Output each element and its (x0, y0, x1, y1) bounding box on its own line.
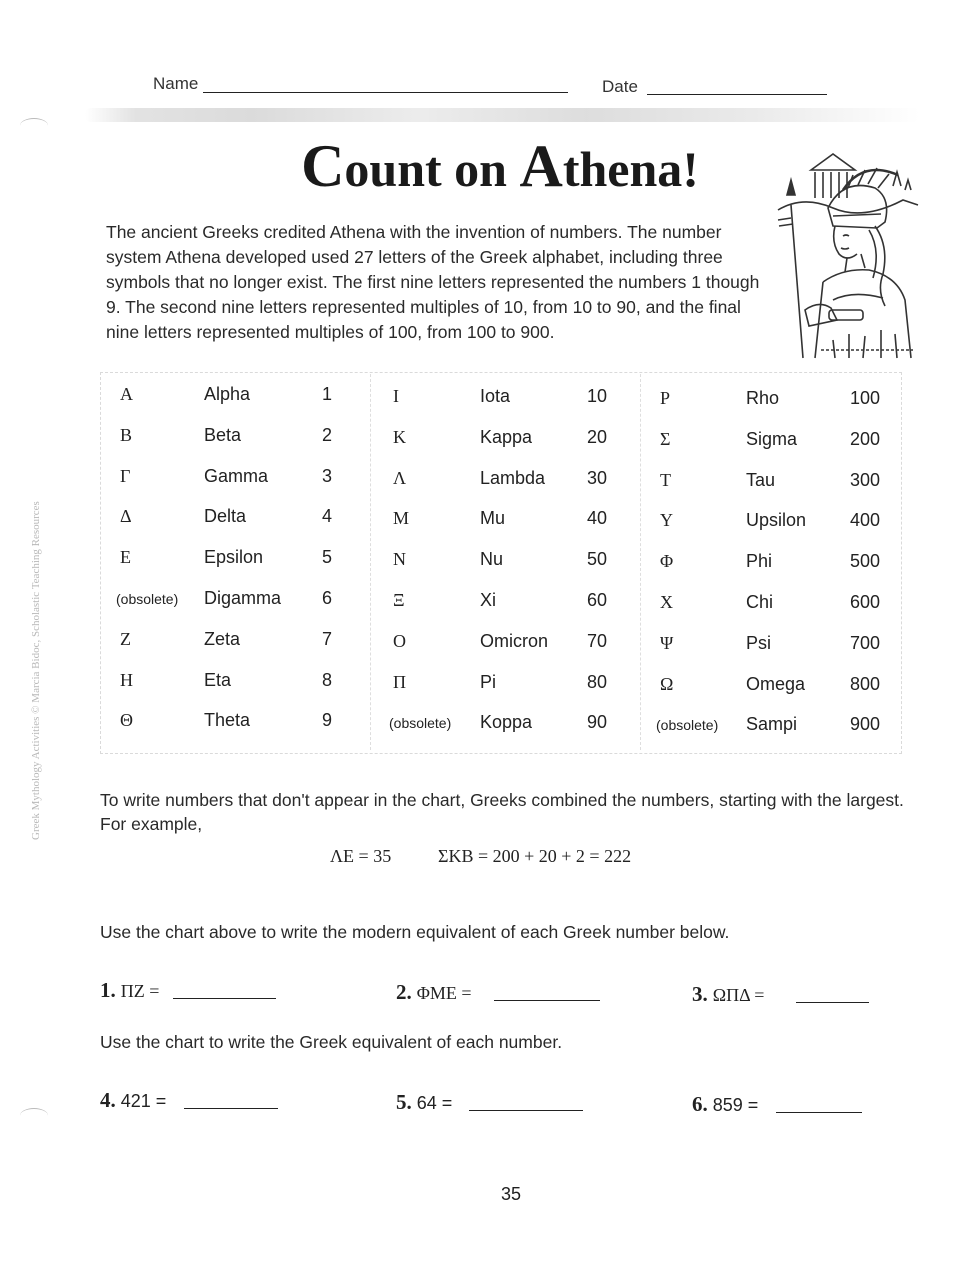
letter-value: 5 (322, 547, 333, 568)
letter-name: Eta (204, 669, 232, 690)
greek-letter: Θ (120, 710, 133, 731)
letter-name: Epsilon (204, 547, 264, 568)
chart-column-divider (370, 374, 371, 750)
letter-value: 80 (587, 671, 608, 692)
letter-value: 60 (587, 590, 608, 610)
letter-name: Lambda (480, 467, 546, 488)
answer-3-line[interactable] (796, 1002, 869, 1003)
greek-letter: Ε (120, 547, 131, 568)
letter-value: 700 (850, 632, 881, 653)
letter-name: Nu (480, 549, 504, 570)
letter-name: Digamma (204, 588, 282, 608)
letter-value: 1 (322, 384, 333, 404)
letter-name: Koppa (480, 712, 533, 733)
greek-letter: Φ (660, 551, 674, 572)
letter-name: Pi (480, 671, 497, 692)
letter-value: 2 (322, 424, 333, 445)
greek-letter: Δ (120, 506, 132, 527)
question-5: 5. 64 = (396, 1090, 453, 1114)
greek-letter: Τ (660, 469, 671, 490)
letter-value: 6 (322, 588, 333, 608)
letter-name: Kappa (480, 426, 533, 447)
greek-letter: Π (393, 671, 406, 692)
letter-value: 90 (587, 712, 608, 733)
letter-name: Gamma (204, 465, 269, 486)
example-2: ΣΚΒ = 200 + 20 + 2 = 222 (438, 846, 632, 866)
greek-letter: Ζ (120, 628, 131, 649)
greek-letter: (obsolete) (116, 591, 179, 607)
letter-value: 7 (322, 628, 333, 649)
greek-letter: Β (120, 424, 133, 445)
letter-name: Theta (204, 710, 251, 731)
letter-name: Rho (746, 388, 780, 408)
margin-mark-bottom (20, 1108, 48, 1123)
letter-value: 3 (322, 465, 333, 486)
greek-letter: Ψ (660, 632, 674, 653)
date-label: Date (602, 77, 638, 96)
letter-name: Omega (746, 673, 806, 694)
answer-6-line[interactable] (776, 1112, 862, 1113)
margin-mark-top (20, 118, 48, 133)
letter-name: Zeta (204, 628, 241, 649)
answer-4-line[interactable] (184, 1108, 278, 1109)
decorative-border (85, 108, 920, 122)
letter-value: 300 (850, 469, 881, 490)
greek-letter: Κ (393, 426, 406, 447)
greek-letter: Ο (393, 630, 406, 651)
letter-name: Delta (204, 506, 247, 527)
athena-icon (773, 150, 923, 360)
greek-letter: Ι (393, 386, 399, 406)
question-6: 6. 859 = (692, 1092, 759, 1116)
date-field-line[interactable] (647, 94, 827, 95)
greek-letter: Υ (660, 510, 673, 531)
greek-letter: Σ (660, 428, 671, 449)
chart-column-divider (640, 374, 641, 750)
copyright-side-text: Greek Mythology Activities © Marcia Bidoc, Scholastic Teaching Resources (30, 501, 42, 840)
answer-5-line[interactable] (469, 1110, 583, 1111)
letter-name: Iota (480, 386, 511, 406)
letter-name: Sigma (746, 428, 798, 449)
letter-name: Alpha (204, 384, 251, 404)
page-number: 35 (500, 1184, 522, 1204)
letter-value: 70 (587, 630, 608, 651)
greek-letter: Α (120, 384, 133, 404)
letter-value: 500 (850, 551, 881, 572)
letter-value: 9 (322, 710, 333, 731)
name-label: Name (153, 74, 199, 93)
greek-letter: Ν (393, 549, 406, 570)
question-2: 2. ΦΜΕ = (396, 980, 472, 1004)
question-1: 1. ΠΖ = (100, 978, 160, 1002)
letter-name: Mu (480, 508, 506, 529)
instructions-greek: Use the chart to write the Greek equivalent of each number. (100, 1032, 563, 1052)
example-1: ΛΕ = 35 (330, 846, 392, 866)
letter-value: 30 (587, 467, 608, 488)
greek-letter: Η (120, 669, 133, 690)
page-title: Count on Athena! (301, 133, 699, 199)
letter-name: Beta (204, 424, 242, 445)
answer-1-line[interactable] (173, 998, 276, 999)
greek-letter: Ρ (660, 388, 671, 408)
letter-name: Phi (746, 551, 773, 572)
letter-name: Chi (746, 592, 774, 612)
letter-value: 400 (850, 510, 881, 531)
letter-name: Sampi (746, 714, 798, 735)
greek-letter: (obsolete) (389, 715, 452, 732)
instructions-modern: Use the chart above to write the modern equivalent of each Greek number below. (100, 922, 730, 942)
greek-letter: Χ (660, 592, 673, 612)
combine-explanation: To write numbers that don't appear in the chart, Greeks combined the numbers, starting with the largest. For example, (100, 790, 904, 834)
letter-value: 800 (850, 673, 881, 694)
letter-name: Psi (746, 632, 772, 653)
letter-value: 40 (587, 508, 608, 529)
letter-name: Xi (480, 590, 497, 610)
letter-value: 900 (850, 714, 881, 735)
greek-letter: (obsolete) (656, 717, 719, 734)
letter-name: Omicron (480, 630, 549, 651)
letter-value: 8 (322, 669, 333, 690)
greek-letter: Ξ (393, 590, 405, 610)
letter-value: 4 (322, 506, 333, 527)
letter-value: 100 (850, 388, 881, 408)
answer-2-line[interactable] (494, 1000, 600, 1001)
letter-value: 600 (850, 592, 881, 612)
greek-letter: Μ (393, 508, 410, 529)
greek-letter: Λ (393, 467, 407, 488)
letter-value: 200 (850, 428, 881, 449)
question-4: 4. 421 = (100, 1088, 167, 1112)
letter-name: Tau (746, 469, 776, 490)
question-3: 3. ΩΠΔ = (692, 982, 765, 1006)
letter-name: Upsilon (746, 510, 807, 531)
greek-letter: Γ (120, 465, 131, 486)
intro-paragraph: The ancient Greeks credited Athena with the invention of numbers. The number system Athena developed used 27 letters of the Greek alphabet, including three symbols that no longer exist. The first nine letters represented the numbers 1 though 9. The second nine letters represented multiples of 10, from 10 to 90, and the final nine letters represented multiples of 100, from 100 to 900. (106, 222, 760, 342)
greek-letter: Ω (660, 673, 674, 694)
letter-value: 50 (587, 549, 608, 570)
letter-value: 10 (587, 386, 608, 406)
letter-value: 20 (587, 426, 608, 447)
name-field-line[interactable] (203, 92, 568, 93)
